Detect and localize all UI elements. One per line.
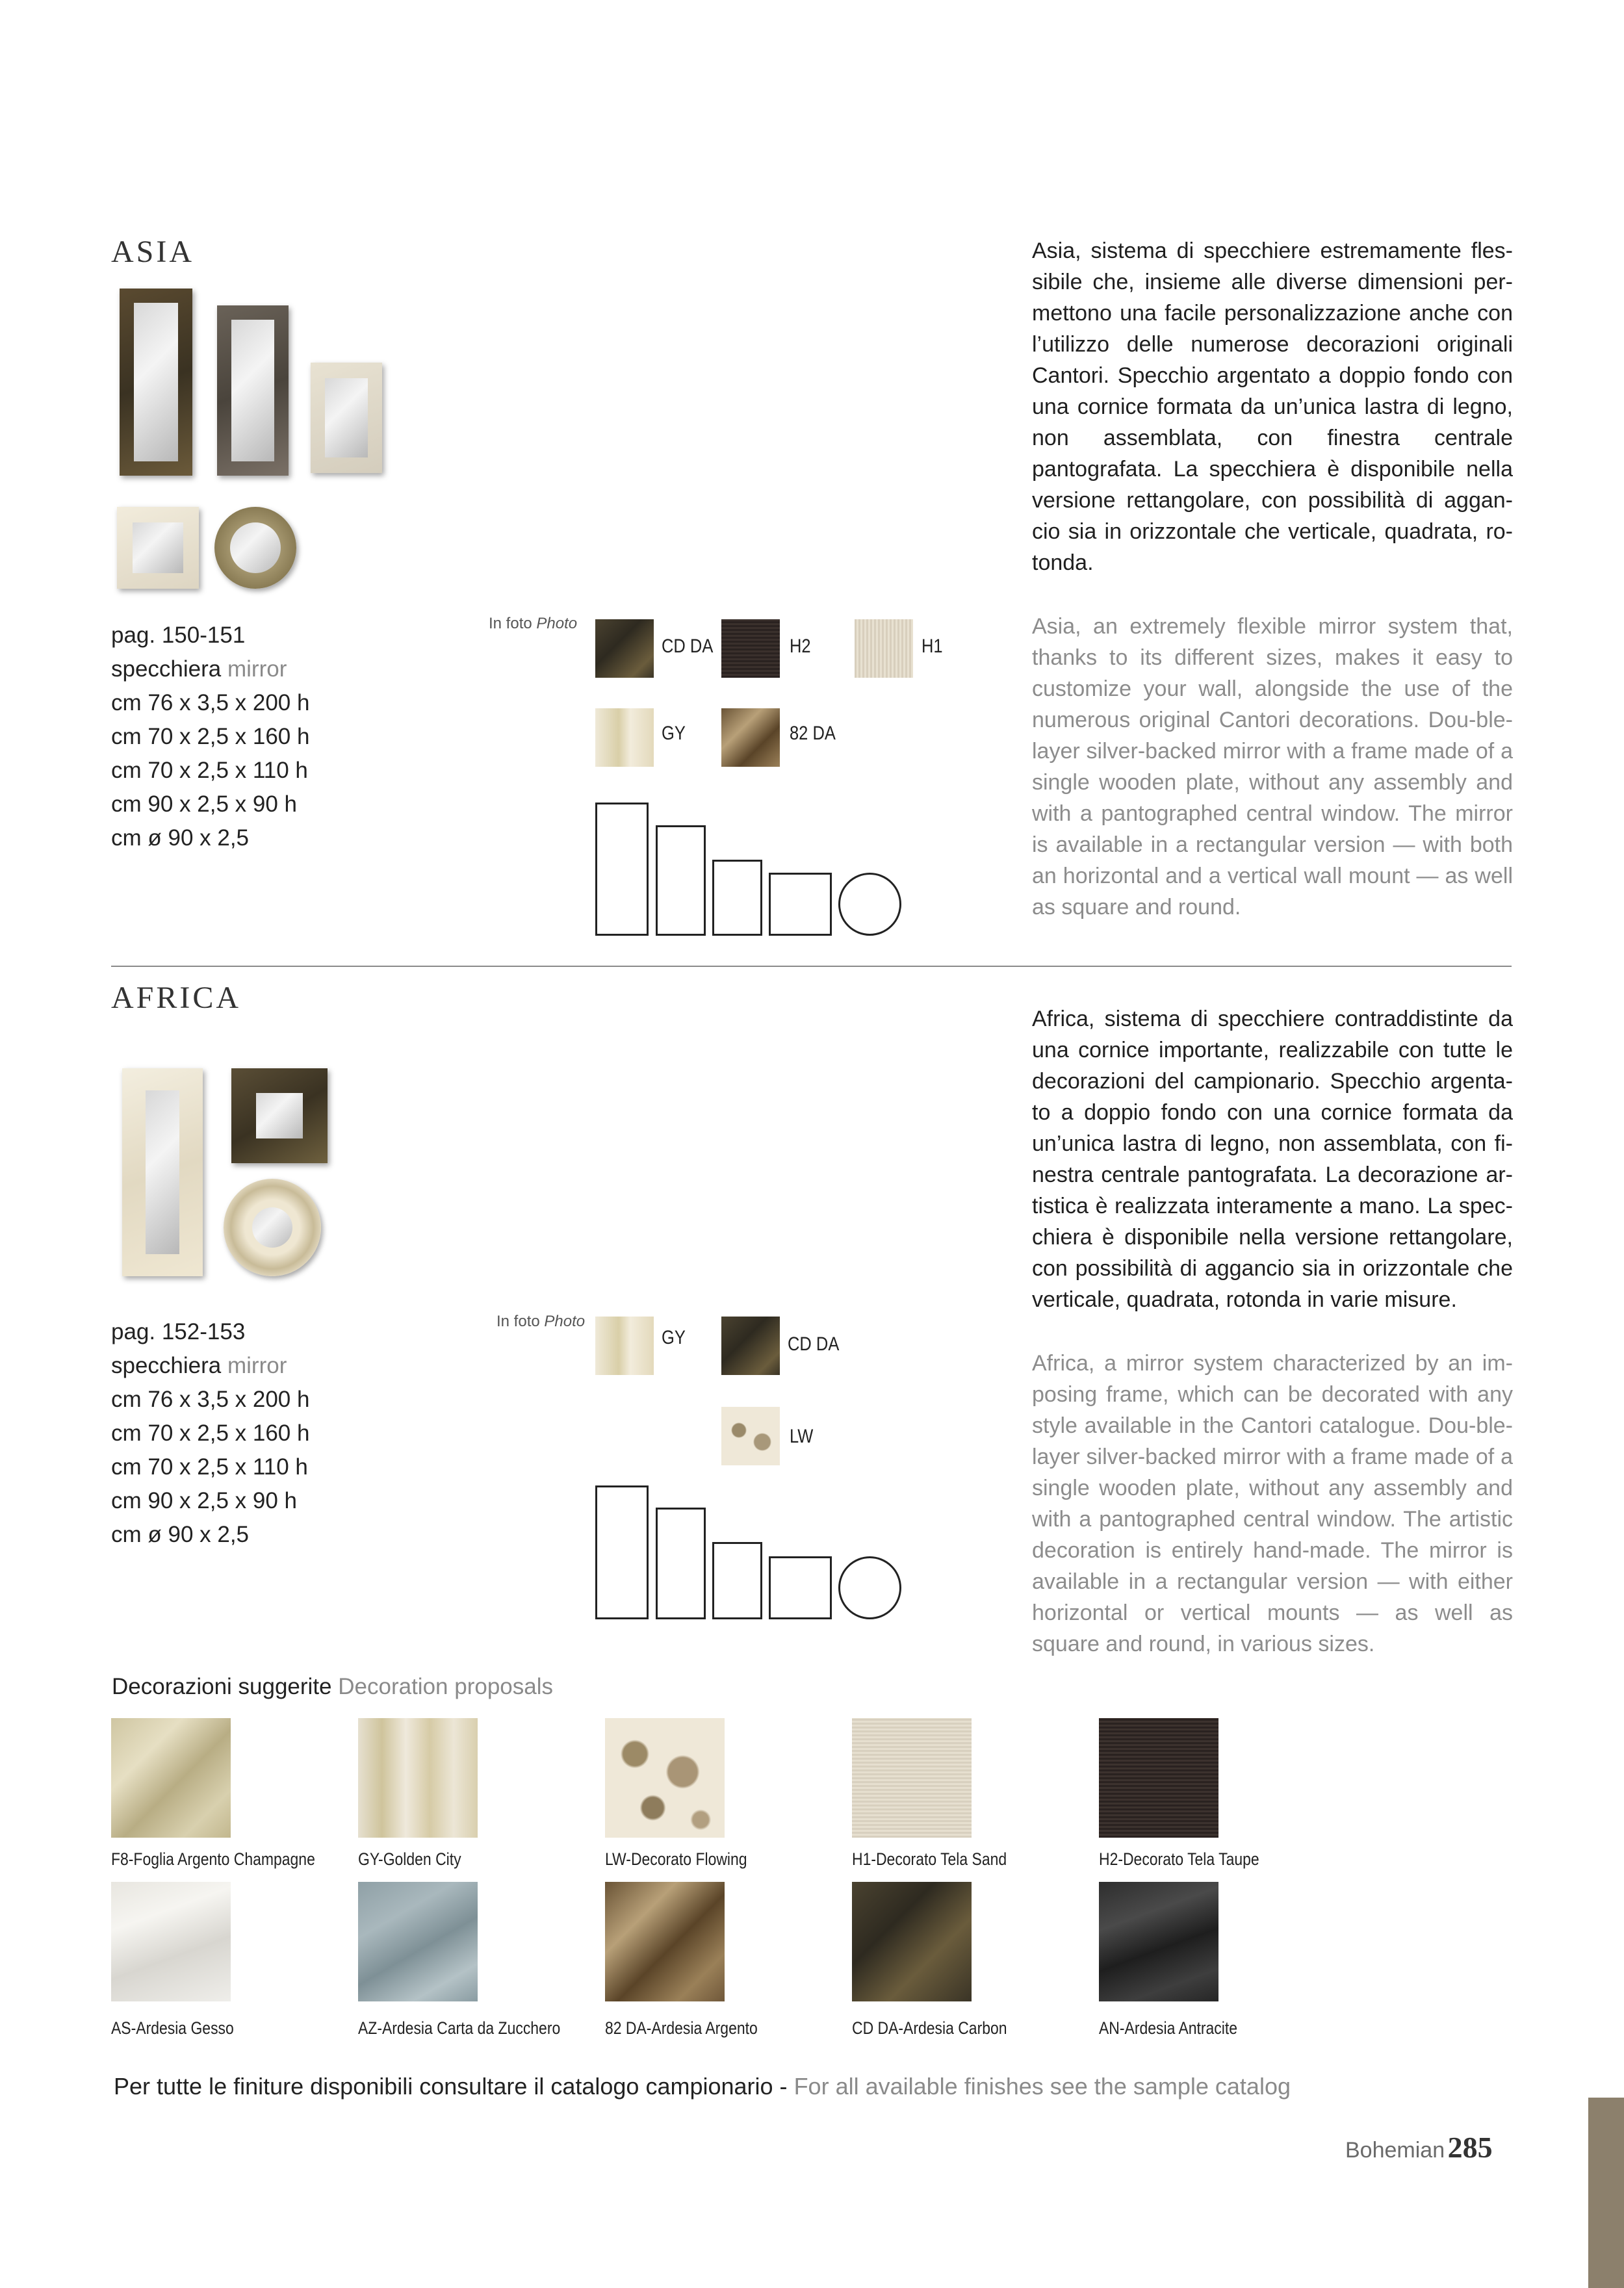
page-footer [1345,2130,1493,2165]
decoration-label: H2-Decorato Tela Taupe [1099,1849,1259,1869]
asia-mirror-small [311,363,382,473]
decoration-label: AN-Ardesia Antracite [1099,2018,1238,2038]
africa-dim: cm 76 x 3,5 x 200 h [111,1387,310,1412]
decoration-label: F8-Foglia Argento Champagne [111,1849,315,1869]
asia-code: H2 [790,636,811,657]
asia-code: H1 [922,636,943,657]
asia-mirror-tall [120,289,192,476]
africa-shape-tall [595,1485,649,1619]
footer-note: Per tutte le finiture disponibili consultare il catalogo campionario - For all available finishes see the sample catalog [114,2073,1291,2100]
brand-name: Bohemian [1345,2138,1445,2163]
asia-swatch-gy [595,708,654,767]
asia-code: 82 DA [790,723,836,744]
decoration-tile-gy [358,1718,478,1838]
decoration-tile-h1 [852,1718,972,1838]
asia-dim: cm ø 90 x 2,5 [111,825,250,851]
africa-shape-small [712,1542,762,1619]
asia-type: specchiera mirror [111,656,287,682]
asia-spec [111,619,309,855]
section-divider [111,966,1512,967]
asia-shape-tall [595,803,649,936]
asia-dim: cm 90 x 2,5 x 90 h [111,791,297,817]
asia-shape-square [769,873,832,936]
decoration-tile-an [1099,1882,1218,2001]
decoration-label: H1-Decorato Tela Sand [852,1849,1007,1869]
decoration-tile-cd-da [852,1882,972,2001]
decoration-tile-82-da [605,1882,725,2001]
africa-dim: cm 90 x 2,5 x 90 h [111,1488,297,1513]
asia-swatch-h1 [855,619,913,678]
asia-dim: cm 70 x 2,5 x 110 h [111,758,308,783]
africa-description-en: Africa, a mirror system characterized by an im-posing frame, which can be decorated with any style available in the Cantori catalogue. Dou-ble-layer silver-backed mirror with a frame made of a single wooden plate, without any assembly and with a pantographed central window. The artistic decoration is entirely hand-made. The mirror is available in a rectangular version — with either horizontal or vertical mounts — as well as square and round, in various sizes. [1032,1351,1513,1656]
asia-shape-medium [656,825,706,936]
africa-mirror-tall [122,1068,203,1276]
asia-title: ASIA [111,235,195,269]
asia-code: GY [662,723,686,744]
decoration-label: LW-Decorato Flowing [605,1849,747,1869]
asia-mirror-medium [217,305,289,476]
africa-type: specchiera mirror [111,1353,287,1378]
decoration-tile-f8 [111,1718,231,1838]
africa-pages: pag. 152-153 [111,1319,246,1344]
decoration-label: AZ-Ardesia Carta da Zucchero [358,2018,561,2038]
asia-swatch-h2 [721,619,780,678]
asia-description-en: Asia, an extremely flexible mirror system that, thanks to its different sizes, makes it easy to customize your wall, alongside the use of the numerous original Cantori decorations. Dou-ble-layer silver-backed mirror with a frame made of a single wooden plate, without any assembly and with a pantographed central window. The mirror is available in a rectangular version — with both an horizontal and a vertical wall mount — as well as square and round. [1032,614,1513,919]
africa-code: LW [790,1426,814,1447]
africa-mirror-round [224,1179,321,1276]
asia-swatch-82-da [721,708,780,767]
africa-description-it: Africa, sistema di specchiere contraddistinte da una cornice importante, realizzabile con tutte le decorazioni del campionario. Specchio argenta-to a doppio fondo con una cornice formata da un’unica lastra di legno, non assemblata, con fi-nestra centrale pantografata. La decorazione ar-tistica è realizzata interamente a mano. La spec-chiera è disponibile nella versione rettangolare, con possibilità di aggancio sia in orizzontale che verticale, quadrata, rotonda in varie misure. [1032,1007,1513,1312]
africa-code: CD DA [788,1333,840,1355]
decoration-tile-az [358,1882,478,2001]
africa-shape-round [838,1556,901,1619]
africa-dim: cm 70 x 2,5 x 110 h [111,1454,308,1480]
africa-code: GY [662,1327,686,1348]
decoration-tile-h2 [1099,1718,1218,1838]
asia-in-foto: In foto Photo [489,615,578,632]
asia-shape-small [712,860,762,936]
asia-description-it: Asia, sistema di specchiere estremamente fles-sibile che, insieme alle diverse dimensioni per-mettono una facile personalizzazione anche con l’utilizzo delle numerose decorazioni originali Cantori. Specchio argentato a doppio fondo con una cornice formata da un’unica lastra di legno, non assemblata, con finestra centrale pantografata. La specchiera è disponibile nella versione rettangolare, con possibilità di aggan-cio sia in orizzontale che verticale, quadrata, ro-tonda. [1032,238,1513,575]
africa-dim: cm ø 90 x 2,5 [111,1522,250,1547]
asia-product-photo [117,286,416,591]
page-edge-tab [1588,2098,1624,2288]
decoration-tile-lw [605,1718,725,1838]
africa-swatch-cd-da [721,1317,780,1375]
decoration-label: GY-Golden City [358,1849,461,1869]
decorations-title: Decorazioni suggerite Decoration proposals [112,1674,553,1699]
decoration-tile-as [111,1882,231,2001]
africa-dim: cm 70 x 2,5 x 160 h [111,1420,310,1446]
africa-in-foto: In foto Photo [496,1313,586,1330]
asia-dim: cm 76 x 3,5 x 200 h [111,690,310,715]
africa-shape-medium [656,1508,706,1619]
africa-shape-square [769,1556,832,1619]
africa-product-photo [122,1066,343,1280]
africa-swatch-lw [721,1407,780,1465]
asia-mirror-round [214,507,296,589]
decoration-label: 82 DA-Ardesia Argento [605,2018,758,2038]
africa-spec [111,1315,309,1552]
asia-dim: cm 70 x 2,5 x 160 h [111,724,310,749]
africa-title: AFRICA [111,981,242,1015]
asia-shape-round [838,873,901,936]
asia-swatch-cd-da [595,619,654,678]
asia-pages: pag. 150-151 [111,623,246,648]
africa-swatch-gy [595,1317,654,1375]
decoration-label: AS-Ardesia Gesso [111,2018,234,2038]
page-number: 285 [1447,2131,1493,2164]
decoration-label: CD DA-Ardesia Carbon [852,2018,1007,2038]
africa-mirror-square [231,1068,328,1163]
asia-code: CD DA [662,636,714,657]
asia-mirror-square [117,507,199,589]
